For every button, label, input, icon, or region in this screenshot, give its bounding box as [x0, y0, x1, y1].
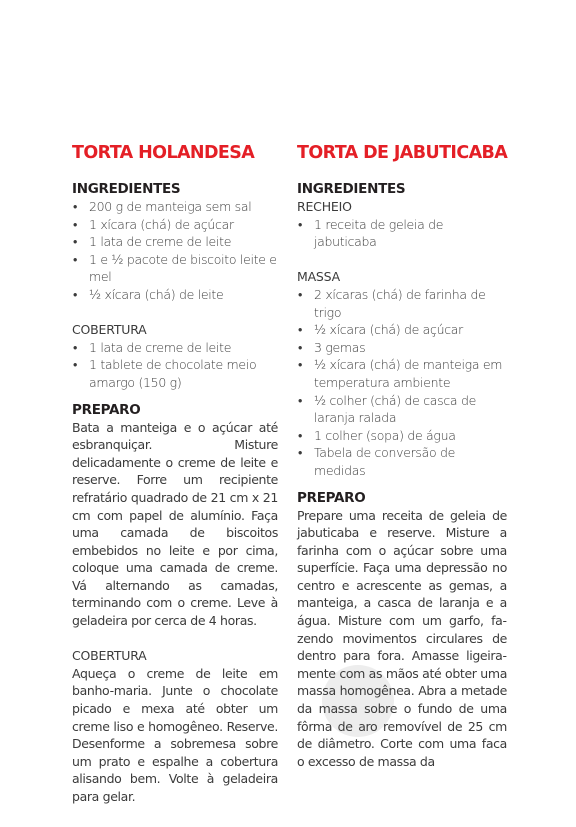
- massa-subheading: MASSA: [297, 269, 340, 285]
- list-item: • Tabela de conversão de medidas: [298, 445, 456, 478]
- ingredients-heading: INGREDIENTES: [72, 181, 181, 197]
- list-item: • 1 e ½ pacote de biscoito leite e mel: [73, 251, 277, 285]
- preparo-heading: PREPARO: [297, 489, 366, 506]
- list-item: • 1 xícara (chá) de açúcar: [73, 216, 234, 232]
- cobertura-subheading: COBERTURA: [72, 322, 147, 338]
- recheio-list: [297, 216, 507, 251]
- list-item: • 3 gemas: [298, 339, 366, 355]
- recipe-torta-de-jabuticaba: [297, 143, 507, 770]
- cobertura-list: [72, 339, 278, 392]
- list-item: • ½ xícara (chá) de açúcar: [298, 322, 463, 338]
- massa-list: [297, 286, 507, 480]
- list-item: • 1 colher (sopa) de água: [298, 427, 456, 443]
- cobertura-prep-subheading: COBERTURA: [72, 648, 147, 664]
- list-item: • 1 tablete de chocolate meio amargo (150 g): [73, 357, 257, 390]
- preparo-text: Prepare uma receita de geleia de jabuticaba e reserve. Misture a farinha com o açúcar sobre uma superfície. Faça uma depressão no centro e acrescente as gemas, a manteiga, a casca de laranja e a água. Misture com um garfo, fazendo movimentos circulares de dentro para fora. Amasse ligeiramente com as mãos até obter uma massa homogênea. Abra a metade da massa sobre o fundo de uma fôrma de aro removível de 25 cm de diâmetro. Corte com uma faca o excesso de massa da: [297, 507, 507, 769]
- list-item: • ½ colher (chá) de casca de laranja ralada: [298, 392, 476, 426]
- ingredients-list: [72, 198, 278, 304]
- cobertura-prep-text: Aqueça o creme de leite em banho-maria. Junte o chocolate picado e mexa até obter um creme liso e homogêneo. Reserve. Desenforme a sobremesa sobre um prato e espalhe a cobertura alisando bem. Volte à geladeira para gelar.: [72, 665, 278, 804]
- list-item: • 1 receita de geleia de jabuticaba: [298, 216, 444, 250]
- recheio-subheading: RECHEIO: [297, 199, 352, 214]
- preparo-text: Bata a manteiga e o açúcar até esbranquiçar. Misture delicadamente o creme de leite e reserve. Forre um recipiente refratário quadrado de 21 cm x 21 cm com papel de alumínio. Faça uma camada de biscoitos embebidos no leite e por cima, coloque uma camada de creme. Vá alternando as camadas, terminando com o creme. Leve à geladeira por cerca de 4 horas.: [72, 419, 278, 629]
- list-item: • ½ xícara (chá) de manteiga em temperatura ambiente: [298, 357, 503, 390]
- list-item: • ½ xícara (chá) de leite: [73, 286, 224, 302]
- list-item: • 1 lata de creme de leite: [73, 339, 232, 355]
- preparo-heading: PREPARO: [72, 401, 141, 418]
- recipe-torta-holandesa: [72, 143, 278, 806]
- ingredients-heading: INGREDIENTES: [297, 181, 406, 197]
- list-item: • 2 xícaras (chá) de farinha de trigo: [298, 286, 486, 320]
- list-item: • 1 lata de creme de leite: [73, 234, 232, 250]
- recipe-title: TORTA DE JABUTICABA: [297, 143, 508, 163]
- list-item: • 200 g de manteiga sem sal: [73, 199, 252, 214]
- recipe-title: TORTA HOLANDESA: [72, 143, 255, 163]
